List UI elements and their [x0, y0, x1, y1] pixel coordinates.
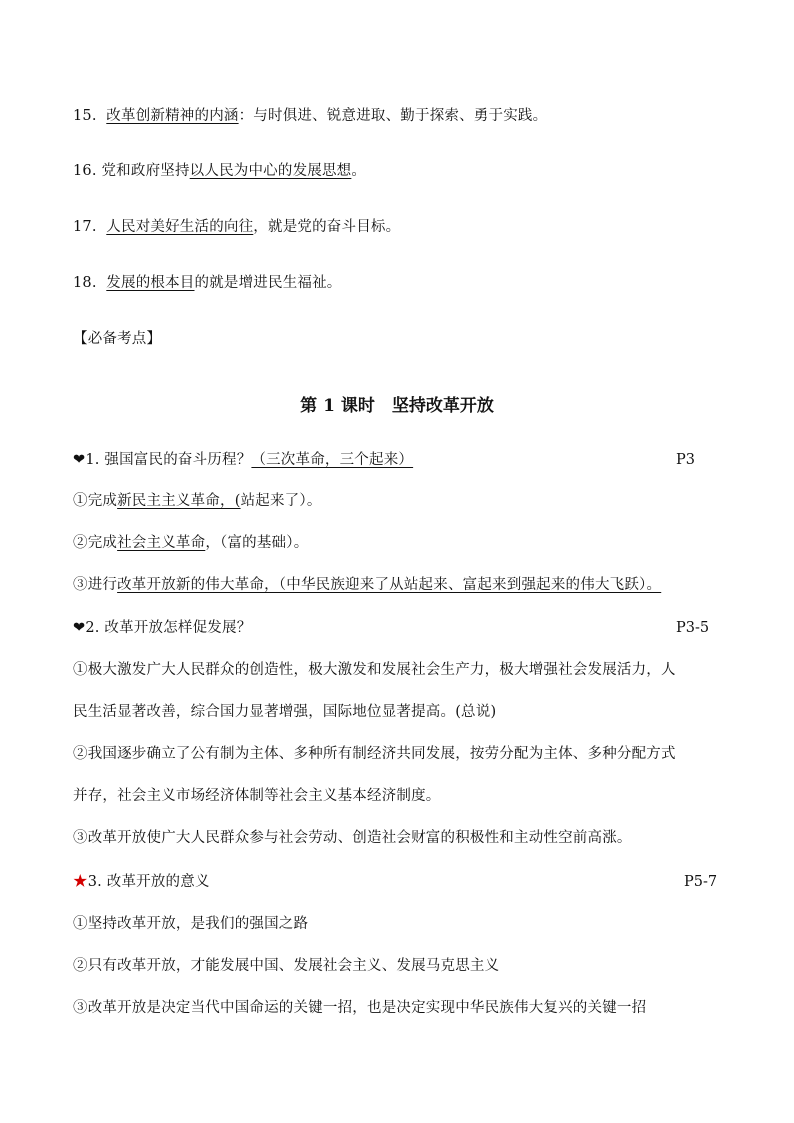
heart-icon: ❤	[73, 452, 86, 468]
question-2-answer-2-line-2: 并存，社会主义市场经济体制等社会主义基本经济制度。	[73, 788, 441, 804]
answer-prefix: ③进行	[73, 577, 118, 593]
question-2-page-ref: P3-5	[676, 620, 710, 636]
item-17-number: 17.	[73, 219, 97, 235]
lesson-title: 第 1 课时 坚持改革开放	[300, 396, 494, 416]
question-2-answer-1-line-2: 民生活显著改善，综合国力显著增强，国际地位显著提高。(总说)	[73, 704, 497, 720]
question-2-label: 2. 改革开放怎样促发展？	[85, 620, 252, 636]
question-1-page-ref: P3	[676, 452, 695, 468]
question-2-answer-3: ③改革开放使广大人民群众参与社会劳动、创造社会财富的积极性和主动性空前高涨。	[73, 830, 632, 846]
item-15-text: ：与时俱进、锐意进取、勤于探索、勇于实践。	[238, 108, 548, 124]
question-1-answer-2	[73, 533, 308, 553]
question-3-label: 3. 改革开放的意义	[87, 874, 210, 890]
item-17	[73, 217, 400, 237]
item-18-underlined: 发展的根本目	[106, 275, 195, 291]
item-15-number: 15.	[73, 108, 97, 124]
question-1-answer-3	[73, 575, 661, 595]
question-1-note: （三次革命，三个起来）	[251, 452, 414, 468]
question-3-page-ref: P5-7	[684, 874, 718, 890]
question-1-answer-1	[73, 491, 322, 511]
item-15	[73, 106, 547, 126]
item-17-text: ，就是党的奋斗目标。	[253, 219, 401, 235]
answer-underlined: 改革开放新的伟大革命，（中华民族迎来了从站起来、富起来到强起来的伟大飞跃）。	[117, 577, 662, 593]
question-2	[73, 618, 251, 638]
answer-text: 站起来了）。	[240, 493, 322, 509]
item-16-text: 。	[351, 163, 367, 179]
item-18-text: 的就是增进民生福祉。	[194, 275, 342, 291]
item-16-prefix: 16. 党和政府坚持	[73, 163, 190, 179]
question-3-answer-1: ①坚持改革开放，是我们的强国之路	[73, 916, 309, 932]
item-16-underlined: 以人民为中心的发展思想	[189, 163, 352, 179]
answer-prefix: ①完成	[73, 493, 118, 509]
answer-prefix: ②完成	[73, 535, 118, 551]
item-18-number: 18.	[73, 275, 97, 291]
heart-icon: ❤	[73, 620, 86, 636]
section-label: 【必备考点】	[73, 331, 162, 347]
question-3	[73, 872, 210, 892]
question-2-answer-2-line-1: ②我国逐步确立了公有制为主体、多种所有制经济共同发展，按劳分配为主体、多种分配方式	[73, 746, 676, 762]
item-16	[73, 161, 366, 181]
question-2-answer-1-line-1: ①极大激发广大人民群众的创造性，极大激发和发展社会生产力，极大增强社会发展活力，人	[73, 662, 676, 678]
item-17-underlined: 人民对美好生活的向往	[106, 219, 254, 235]
question-1-label: 1. 强国富民的奋斗历程？	[85, 452, 252, 468]
item-15-underlined: 改革创新精神的内涵	[106, 108, 239, 124]
star-icon: ★	[73, 874, 88, 890]
answer-text: ，（富的基础）。	[205, 535, 309, 551]
item-18	[73, 273, 342, 293]
question-3-answer-3: ③改革开放是决定当代中国命运的关键一招，也是决定实现中华民族伟大复兴的关键一招	[73, 1000, 647, 1016]
question-1	[73, 450, 413, 470]
answer-underlined: 社会主义革命	[117, 535, 206, 551]
answer-underlined: 新民主主义革命，(	[117, 493, 241, 509]
question-3-answer-2: ②只有改革开放，才能发展中国、发展社会主义、发展马克思主义	[73, 958, 500, 974]
